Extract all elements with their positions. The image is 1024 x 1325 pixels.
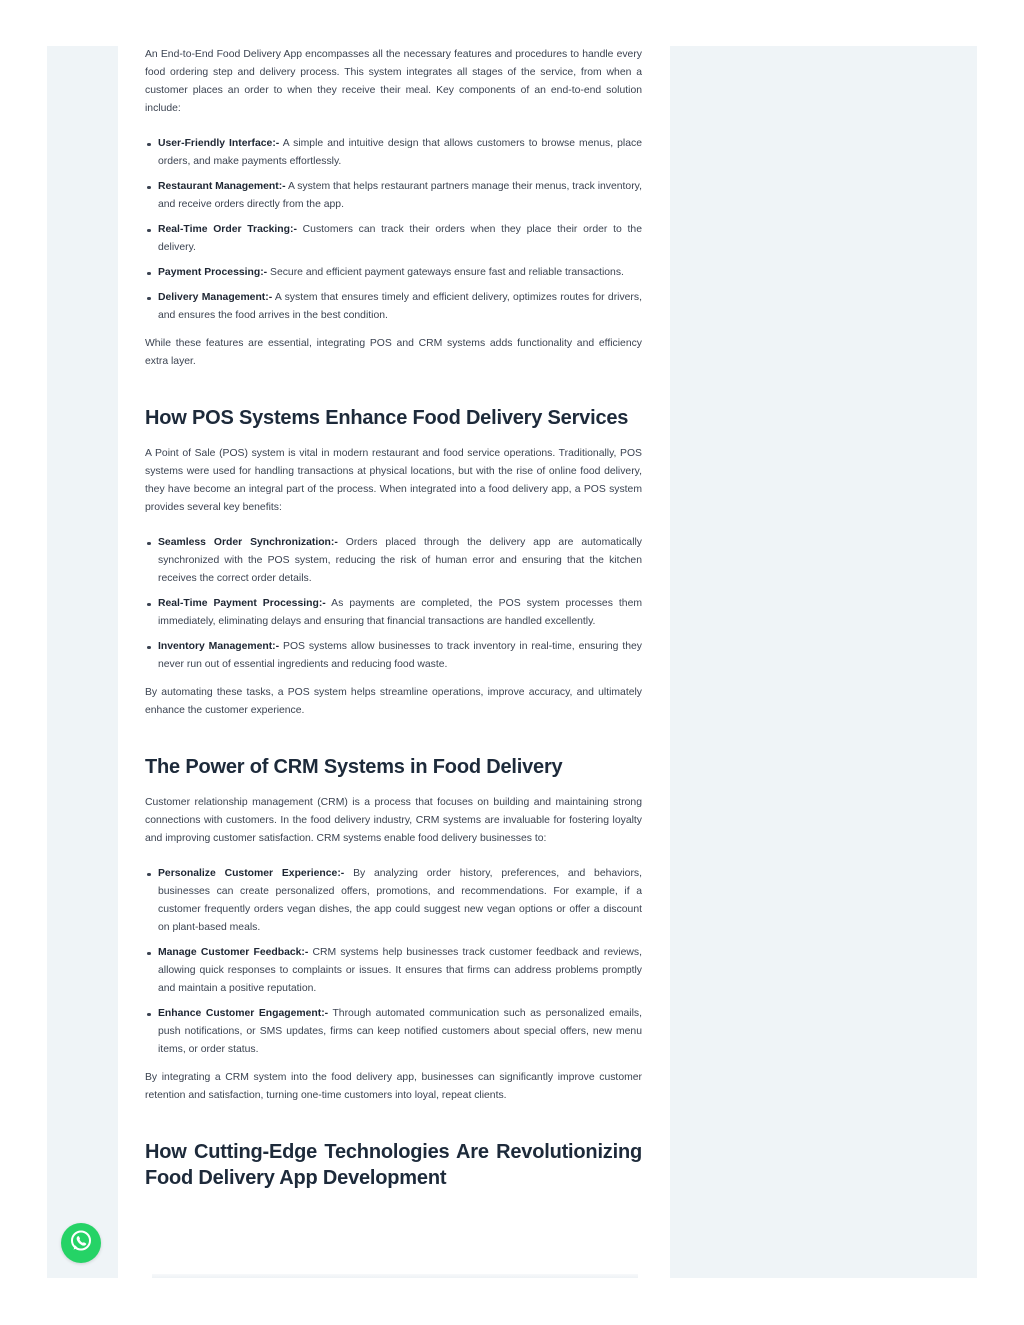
list-item [158,221,642,257]
list-item-title: Manage Customer Feedback:- [158,947,309,958]
list-item-title: Seamless Order Synchronization:- [158,537,338,548]
components-outro: While these features are essential, integrating POS and CRM systems adds functionality and efficiency extra layer. [145,338,642,367]
crm-outro: By integrating a CRM system into the food delivery app, businesses can significantly improve customer retention and satisfaction, turning one-time customers into loyal, repeat clients. [145,1072,642,1101]
list-item-text: As payments are completed, the POS system processes them immediately, eliminating delays and ensuring that financial transactions are handled excellently. [158,598,643,627]
list-item [158,264,642,282]
whatsapp-chat-button[interactable] [61,1223,101,1263]
list-item [158,135,642,171]
list-item-text: Orders placed through the delivery app are automatically synchronized with the POS system, reducing the risk of human error and ensuring that the kitchen receives the correct order details. [158,537,643,584]
list-item-text: POS systems allow businesses to track inventory in real-time, ensuring they never run out of essential ingredients and reducing food waste. [158,641,642,670]
pos-benefits-list [145,534,642,674]
list-item [158,1005,642,1059]
pos-outro: By automating these tasks, a POS system helps streamline operations, improve accuracy, and ultimately enhance the customer experience. [145,687,642,716]
list-item-title: Restaurant Management:- [158,181,286,192]
list-item [158,944,642,998]
list-item-text: A system that helps restaurant partners manage their menus, track inventory, and receive orders directly from the app. [158,181,642,210]
crm-intro: Customer relationship management (CRM) is a process that focuses on building and maintaining strong connections with customers. In the food delivery industry, CRM systems are invaluable for fostering loyalty and improving customer satisfaction. CRM systems enable food delivery businesses to: [145,797,642,844]
list-item [158,534,642,588]
next-block-edge [152,1274,638,1278]
intro-paragraph: An End-to-End Food Delivery App encompasses all the necessary features and procedures to handle every food ordering step and delivery process. This system integrates all stages of the service, from when a customer places an order to when they receive their meal. Key components of an end-to-end solution include: [145,49,642,114]
list-item-text: By analyzing order history, preferences, and behaviors, businesses can create personalized offers, promotions, and recommendations. For example, if a customer frequently orders vegan dishes, the app could suggest new vegan options or offer a discount on plant-based meals. [158,868,642,933]
list-item-text: Secure and efficient payment gateways ensure fast and reliable transactions. [267,267,624,278]
list-item [158,595,642,631]
list-item [158,178,642,214]
crm-benefits-list [145,865,642,1059]
pos-heading: How POS Systems Enhance Food Delivery Services [145,407,629,429]
list-item-text: Through automated communication such as personalized emails, push notifications, or SMS updates, firms can keep notified customers about special offers, new menu items, or order status. [158,1008,642,1055]
list-item-title: Personalize Customer Experience:- [158,868,345,879]
list-item-text: Customers can track their orders when they place their order to the delivery. [158,224,642,253]
tech-heading: How Cutting-Edge Technologies Are Revolutionizing Food Delivery App Development [145,1141,642,1189]
list-item-title: User-Friendly Interface:- [158,138,280,149]
list-item-title: Enhance Customer Engagement:- [158,1008,329,1019]
whatsapp-icon [68,1228,94,1259]
list-item [158,289,642,325]
list-item-text: CRM systems help businesses track customer feedback and reviews, allowing quick responses to complaints or issues. It ensures that firms can address problems promptly and maintain a positive reputation. [158,947,642,994]
list-item [158,865,642,937]
list-item-title: Inventory Management:- [158,641,280,652]
list-item-title: Delivery Management:- [158,292,273,303]
list-item-text: A system that ensures timely and efficient delivery, optimizes routes for drivers, and ensures the food arrives in the best condition. [158,292,642,321]
crm-heading: The Power of CRM Systems in Food Delivery [145,756,563,778]
list-item [158,638,642,674]
list-item-text: A simple and intuitive design that allows customers to browse menus, place orders, and make payments effortlessly. [158,138,642,167]
list-item-title: Payment Processing:- [158,267,268,278]
article-content [145,46,642,1191]
list-item-title: Real-Time Order Tracking:- [158,224,297,235]
list-item-title: Real-Time Payment Processing:- [158,598,326,609]
pos-intro: A Point of Sale (POS) system is vital in modern restaurant and food service operations. Traditionally, POS systems were used for handling transactions at physical locations, but with the rise of online food delivery, they have become an integral part of the process. When integrated into a food delivery app, a POS system provides several key benefits: [145,448,642,513]
components-list [145,135,642,325]
